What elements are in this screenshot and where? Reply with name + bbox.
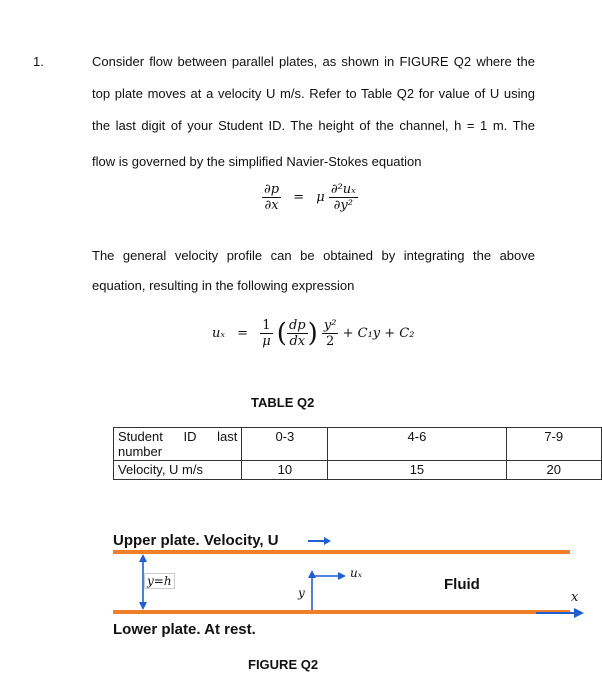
y-label: y <box>298 586 305 600</box>
table-caption: TABLE Q2 <box>251 395 315 410</box>
height-label: y=h <box>144 573 175 589</box>
ns-rhs-fraction <box>329 182 358 213</box>
question-number: 1. <box>33 54 44 69</box>
ux-label: uₓ <box>350 566 362 580</box>
velocity-table <box>113 427 602 480</box>
upper-velocity-arrow-icon <box>306 534 332 548</box>
fluid-label: Fluid <box>444 576 480 593</box>
question-line-1: Consider flow between parallel plates, as shown in FIGURE Q2 where the <box>92 54 535 69</box>
velocity-profile-equation <box>212 318 414 349</box>
vel-paren-fraction <box>287 318 308 349</box>
col-header-2: 7-9 <box>506 428 601 461</box>
question-line-3: the last digit of your Student ID. The height of the channel, h = 1 m. The <box>92 118 535 133</box>
question-line-5: The general velocity profile can be obtained by integrating the above <box>92 248 535 263</box>
vel-frac-1 <box>260 318 272 349</box>
vel-y-fraction <box>322 318 339 349</box>
vel-frac1-den: μ <box>262 334 271 349</box>
ns-mu: μ <box>316 190 325 205</box>
header-label-line-1: Student ID last <box>118 429 238 444</box>
upper-plate-label: Upper plate. Velocity, U <box>113 532 279 549</box>
vel-equals: = <box>237 326 249 341</box>
vel-tail: + C₁y + C₂ <box>342 326 415 341</box>
table-header-row <box>114 428 602 461</box>
question-line-4: flow is governed by the simplified Navier-Stokes equation <box>92 154 422 169</box>
ns-lhs-den: ∂x <box>264 198 279 213</box>
col-header-0: 0-3 <box>242 428 328 461</box>
vel-paren-num: dp <box>288 318 306 333</box>
vel-y-num: y² <box>323 318 337 333</box>
navier-stokes-equation <box>262 182 358 213</box>
right-paren: ) <box>307 318 318 349</box>
ns-rhs-num: ∂²uₓ <box>330 182 356 197</box>
x-axis-label: x <box>571 590 579 605</box>
left-paren: ( <box>276 318 287 349</box>
value-2: 20 <box>506 461 601 480</box>
upper-plate <box>113 550 570 554</box>
vel-paren-den: dx <box>289 334 306 349</box>
vel-frac1-num: 1 <box>260 318 272 334</box>
ns-lhs-fraction <box>262 182 281 213</box>
row-label-cell: Velocity, U m/s <box>114 461 242 480</box>
question-line-6: equation, resulting in the following expression <box>92 278 355 293</box>
question-line-2: top plate moves at a velocity U m/s. Refer to Table Q2 for value of U using <box>92 86 535 101</box>
figure-caption: FIGURE Q2 <box>248 657 319 672</box>
vel-lhs: uₓ <box>212 326 225 341</box>
value-0: 10 <box>242 461 328 480</box>
ns-equals: = <box>293 190 305 205</box>
header-label-cell <box>114 428 242 461</box>
header-label-line-2: number <box>118 444 163 459</box>
ns-lhs-num: ∂p <box>264 182 280 197</box>
lower-plate-label: Lower plate. At rest. <box>113 621 256 638</box>
vel-y-den: 2 <box>326 334 335 349</box>
value-1: 15 <box>328 461 506 480</box>
table-value-row <box>114 461 602 480</box>
x-axis-arrow-icon <box>536 606 586 620</box>
col-header-1: 4-6 <box>328 428 506 461</box>
ns-rhs-den: ∂y² <box>333 198 353 213</box>
